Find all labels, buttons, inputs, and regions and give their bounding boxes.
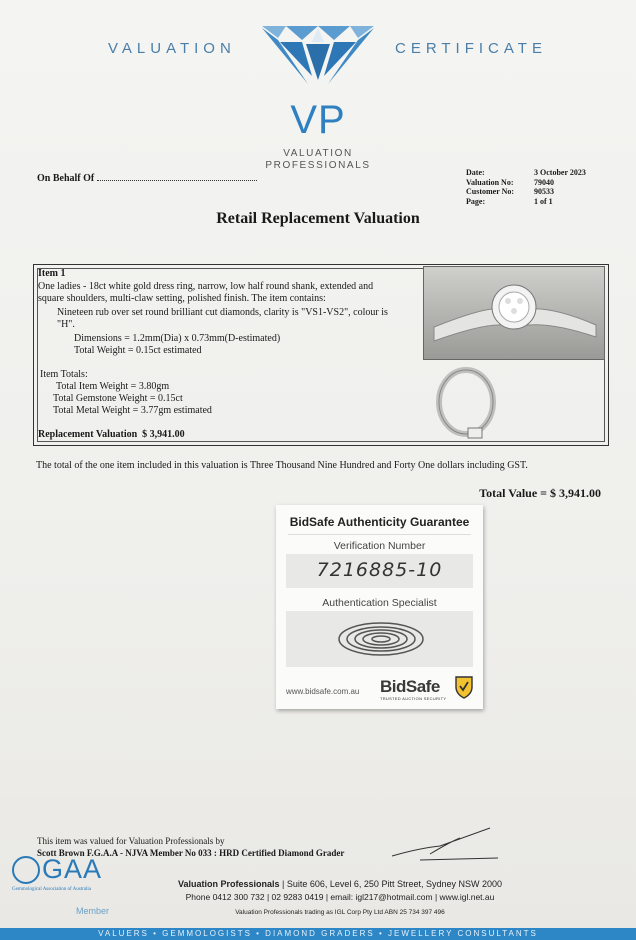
meta-key: Page: (466, 196, 486, 206)
meta-row-valuation-no (466, 178, 586, 188)
meta-value: 3 October 2023 (534, 168, 586, 177)
valuation-meta (466, 168, 586, 206)
company-name: Valuation Professionals (177, 879, 280, 889)
contact-line: Phone 0412 300 732 | 02 9283 0419 | email: igl217@hotmail.com | www.igl.net.au (185, 892, 495, 902)
shield-icon (454, 675, 474, 699)
replacement-value: $ 3,941.00 (142, 429, 185, 440)
meta-value: 79040 (534, 177, 554, 187)
ring-image-icon (424, 267, 604, 359)
gaa-subtitle: Gemmological Association of Australia (12, 887, 92, 892)
meta-row-date (466, 168, 586, 178)
verification-number-field (286, 554, 473, 588)
bidsafe-card (276, 505, 483, 709)
vp-sub-line2: PROFESSIONALS (265, 160, 371, 171)
item-desc-line1: One ladies - 18ct white gold dress ring, narrow, low half round shank, extended and (38, 281, 374, 292)
gaa-logo: GAA (42, 854, 103, 884)
verification-label: Verification Number (333, 540, 426, 552)
meta-row-customer-no (466, 187, 586, 197)
trading-line: Valuation Professionals trading as IGL Corp Pty Ltd ABN 25 734 397 496 (235, 909, 445, 916)
address-text: | Suite 606, Level 6, 250 Pitt Street, Sydney NSW 2000 (282, 879, 502, 889)
item-totals-heading: Item Totals: (40, 369, 88, 380)
on-behalf-of (37, 172, 257, 184)
bidsafe-tagline: TRUSTED AUCTION SECURITY (380, 696, 447, 701)
item-heading: Item 1 (38, 268, 66, 279)
meta-key: Customer No: (466, 187, 515, 197)
header-right-word: CERTIFICATE (395, 40, 547, 57)
ring-photo (423, 266, 605, 360)
bidsafe-url: www.bidsafe.com.au (286, 687, 360, 696)
vp-logo-text: VP (290, 98, 346, 142)
footer-bar: VALUERS • GEMMOLOGISTS • DIAMOND GRADERS • JEWELLERY CONSULTANTS (0, 928, 636, 940)
item-dimensions: Dimensions = 1.2mm(Dia) x 0.73mm(D-estimated) (74, 333, 281, 344)
on-behalf-label: On Behalf Of (37, 173, 95, 184)
gaa-member: Member (76, 906, 110, 916)
total-gemstone-weight: Total Gemstone Weight = 0.15ct (53, 393, 183, 404)
meta-key: Valuation No: (466, 177, 514, 187)
vp-logo-subtitle (250, 148, 386, 172)
replacement-valuation (38, 429, 185, 441)
specialist-field (286, 611, 473, 667)
card-divider (288, 534, 471, 535)
header-left-word: VALUATION (108, 40, 236, 57)
fingerprint-icon (286, 611, 473, 667)
ring-overlay-image (434, 364, 500, 446)
item-desc-line2: square shoulders, multi-claw setting, polished finish. The item contains: (38, 293, 326, 304)
item-stone-line1: Nineteen rub over set round brilliant cut diamonds, clarity is "VS1-VS2", colour is (57, 307, 388, 318)
item-total-weight: Total Weight = 0.15ct estimated (74, 345, 202, 356)
specialist-label: Authentication Specialist (322, 597, 437, 609)
valued-for-line: This item was valued for Valuation Professionals by (37, 836, 225, 846)
on-behalf-blank (97, 172, 257, 181)
verification-number: 7216885-10 (316, 559, 443, 581)
meta-value: 1 of 1 (534, 196, 553, 206)
gaa-seal-icon (12, 856, 40, 884)
meta-value: 90533 (534, 187, 554, 197)
total-sentence: The total of the one item included in this valuation is Three Thousand Nine Hundred and Forty One dollars including GST. (36, 460, 528, 471)
bidsafe-logo: BidSafe (380, 677, 440, 696)
vp-sub-line1: VALUATION (283, 148, 353, 159)
card-title: BidSafe Authenticity Guarantee (289, 515, 470, 529)
meta-key: Date: (466, 168, 485, 177)
replacement-label: Replacement Valuation (38, 429, 138, 440)
diamond-logo-icon (256, 18, 380, 88)
total-value: Total Value = $ 3,941.00 (479, 486, 601, 500)
total-item-weight: Total Item Weight = 3.80gm (56, 381, 170, 392)
signature-icon (390, 824, 500, 864)
company-address (130, 879, 550, 889)
meta-row-page (466, 197, 586, 207)
document-title: Retail Replacement Valuation (216, 210, 420, 227)
item-stone-line2: "H". (57, 319, 75, 330)
total-metal-weight: Total Metal Weight = 3.77gm estimated (53, 405, 212, 416)
valuer-line: Scott Brown F.G.A.A - NJVA Member No 033 : HRD Certified Diamond Grader (37, 848, 345, 858)
